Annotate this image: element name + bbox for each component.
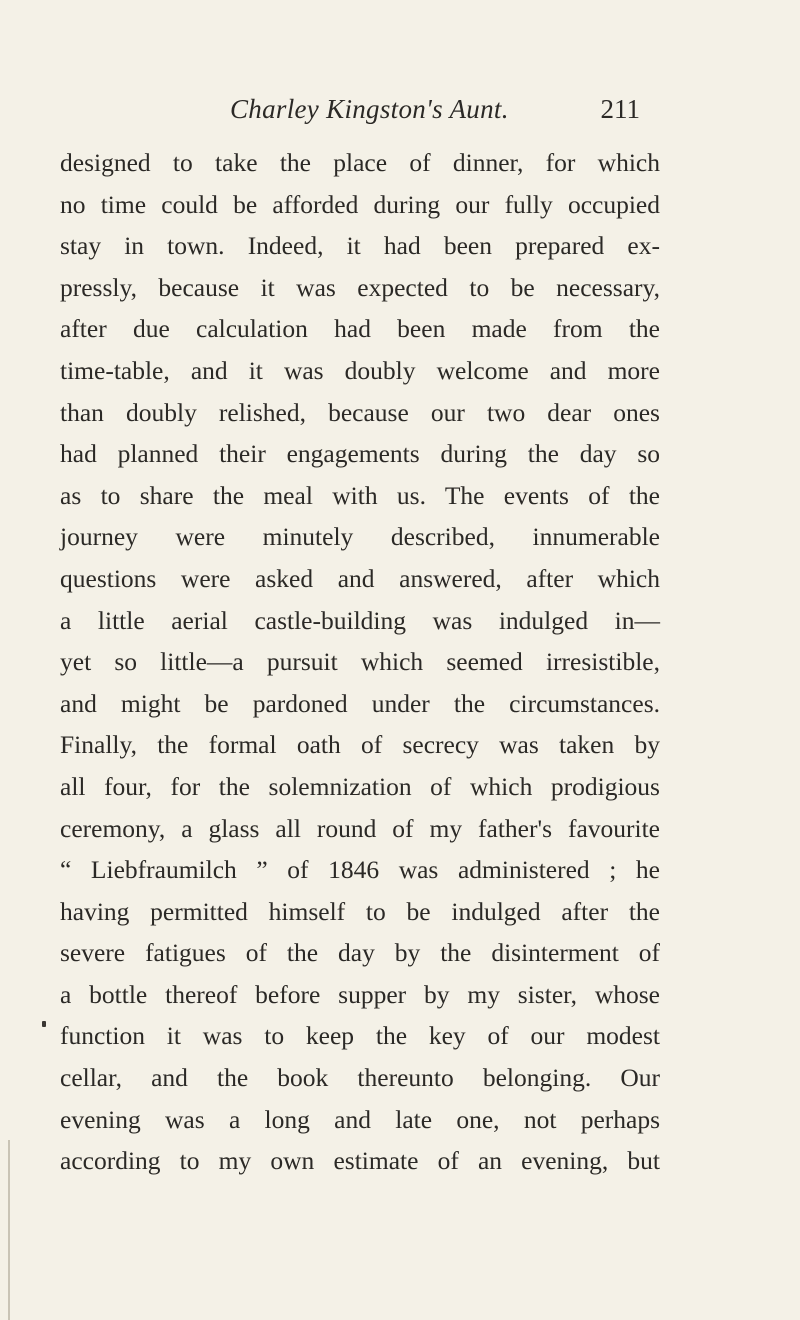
text-line: having permitted himself to be indulged after the (60, 896, 660, 926)
text-line: ceremony, a glass all round of my father's favourite (60, 813, 660, 843)
text-line: had planned their engagements during the day so (60, 439, 660, 469)
page-number: 211 (600, 94, 640, 124)
text-line: and might be pardoned under the circumstances. (60, 688, 660, 718)
text-line: a bottle thereof before supper by my sister, whose (60, 979, 660, 1009)
text-line: journey were minutely described, innumerable (60, 522, 660, 552)
text-line: time-table, and it was doubly welcome and more (60, 355, 660, 385)
text-line: all four, for the solemnization of which prodigious (60, 771, 660, 801)
body-text (60, 142, 660, 1182)
text-line: questions were asked and answered, after which (60, 563, 660, 593)
text-line: yet so little—a pursuit which seemed irresistible, (60, 647, 660, 677)
text-line: no time could be afforded during our fully occupied (60, 189, 660, 219)
running-title: Charley Kingston's Aunt. (230, 94, 509, 124)
margin-mark (42, 1021, 46, 1027)
text-line: cellar, and the book thereunto belonging. Our (60, 1063, 660, 1093)
page-edge-shadow (8, 1140, 10, 1320)
text-line: severe fatigues of the day by the disinterment of (60, 938, 660, 968)
text-line: Finally, the formal oath of secrecy was taken by (60, 730, 660, 760)
text-line: designed to take the place of dinner, for which (60, 148, 660, 177)
text-line: as to share the meal with us. The events of the (60, 480, 660, 510)
text-line: evening was a long and late one, not perhaps (60, 1104, 660, 1134)
text-line: after due calculation had been made from the (60, 314, 660, 344)
text-line: stay in town. Indeed, it had been prepared ex- (60, 231, 660, 261)
text-line: “ Liebfraumilch ” of 1846 was administered ; he (60, 855, 660, 885)
running-head (60, 94, 640, 134)
text-line: function it was to keep the key of our modest (60, 1021, 660, 1051)
text-line: according to my own estimate of an evening, but (60, 1146, 660, 1176)
text-line: than doubly relished, because our two dear ones (60, 397, 660, 427)
text-line: a little aerial castle-building was indulged in— (60, 605, 660, 635)
text-line: pressly, because it was expected to be necessary, (60, 272, 660, 302)
